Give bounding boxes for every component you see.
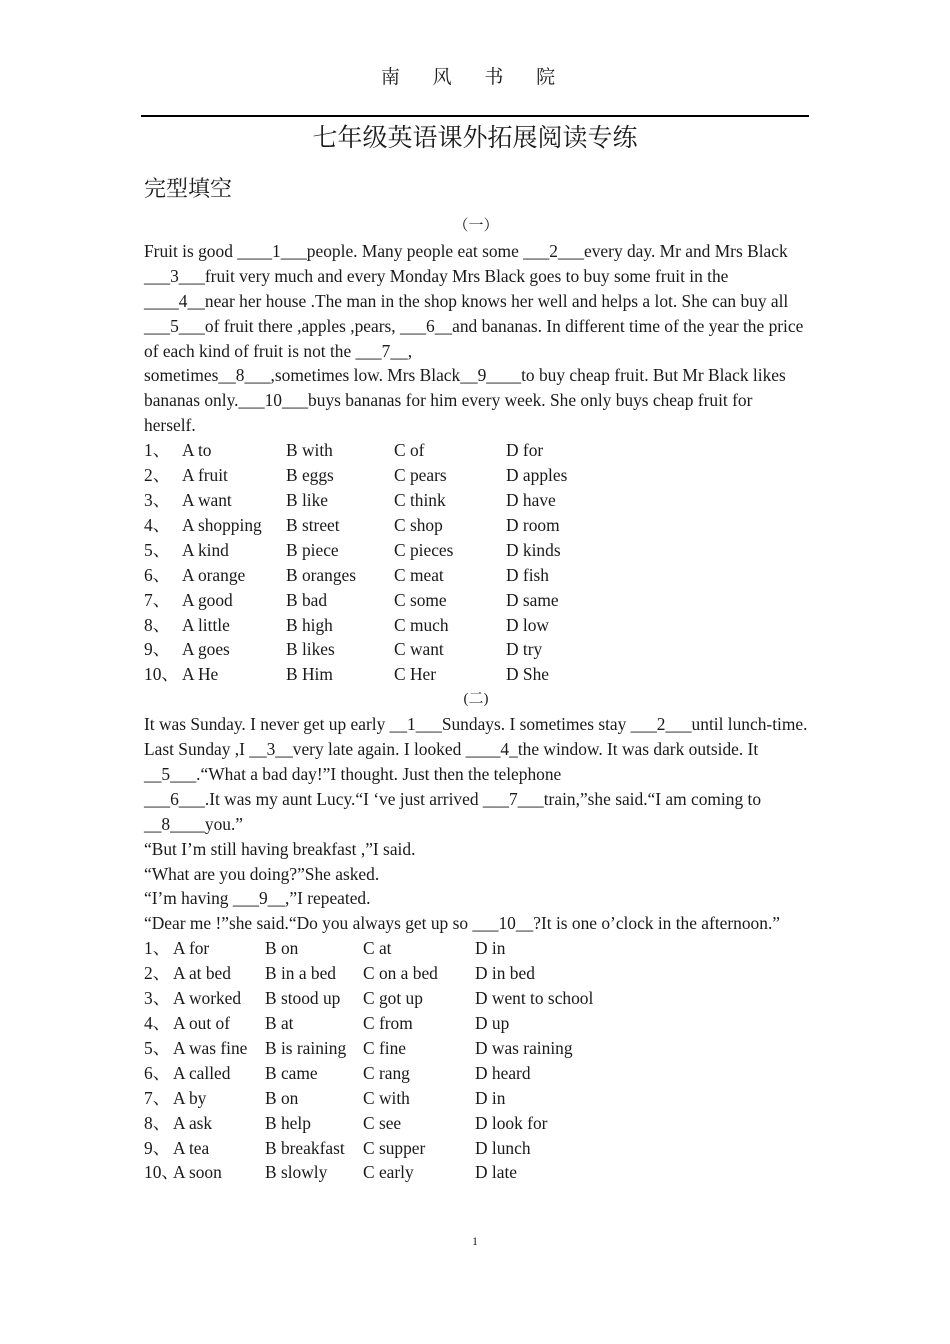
option-row — [144, 513, 808, 538]
option-num: 3、 — [144, 988, 171, 1009]
option-d: D room — [506, 514, 560, 535]
option-num: 9、 — [144, 1137, 171, 1158]
option-d: D up — [475, 1013, 510, 1033]
option-a: A ask — [173, 1112, 213, 1133]
option-a: A at bed — [173, 963, 231, 984]
part1-marker: （一） — [453, 218, 499, 234]
option-c: C with — [363, 1087, 410, 1108]
option-a: A want — [182, 489, 232, 510]
option-b: B Him — [286, 664, 333, 685]
option-num: 9、 — [144, 639, 171, 660]
part1-passage: Fruit is good ____1___people. Many people eat some ___2___every day. Mr and Mrs Black ___3___fruit very much and every Monday Mrs Black goes to buy some fruit in the ____4__near her house .The man in the shop knows her well and helps a lot. She can buy all ___5___of fruit there ,apples ,pears, ___6__and bananas. In different time of the year the price of each kind of fruit is not the ___7__, — [144, 240, 804, 361]
option-c: C supper — [363, 1137, 426, 1158]
option-a: A to — [182, 440, 212, 461]
option-num: 7、 — [144, 589, 171, 610]
option-d: D look for — [475, 1112, 548, 1133]
option-d: D fish — [506, 564, 549, 585]
page-number: 1 — [472, 1234, 478, 1248]
option-a: A shopping — [182, 514, 262, 535]
option-b: B likes — [286, 639, 335, 660]
option-row — [144, 438, 808, 463]
option-c: C pears — [394, 465, 447, 486]
passage-line: ___6___.It was my aunt Lucy.“I ‘ve just arrived ___7___train,”she said.“I am coming to __8____you.” — [144, 788, 762, 834]
option-b: B slowly — [265, 1162, 328, 1183]
part2-options — [144, 936, 808, 1185]
option-a: A by — [173, 1087, 207, 1108]
option-c: C from — [363, 1013, 413, 1033]
option-row — [144, 961, 808, 986]
option-c: C Her — [394, 664, 437, 685]
option-row — [144, 1036, 808, 1061]
option-num: 6、 — [144, 564, 171, 585]
passage-line: “Dear me !”she said.“Do you always get up so ___10__?It is one o’clock in the afternoon.” — [144, 913, 781, 934]
option-c: C some — [394, 589, 447, 610]
page-header: 南 风 书 院 — [380, 67, 570, 88]
option-num: 6、 — [144, 1062, 171, 1083]
option-a: A soon — [173, 1162, 222, 1183]
option-row — [144, 637, 808, 662]
option-d: D same — [506, 589, 559, 610]
option-num: 8、 — [144, 614, 171, 635]
content — [144, 214, 808, 1185]
option-b: B oranges — [286, 564, 357, 585]
option-a: A little — [182, 614, 230, 635]
option-d: D in bed — [475, 963, 535, 984]
option-a: A fruit — [182, 465, 228, 486]
option-row — [144, 488, 808, 513]
option-b: B at — [265, 1013, 294, 1033]
option-d: D heard — [475, 1062, 531, 1083]
option-d: D for — [506, 440, 544, 461]
option-num: 10、 — [144, 1162, 179, 1183]
option-d: D late — [475, 1162, 518, 1183]
option-d: D in — [475, 1087, 506, 1108]
part1-options — [144, 438, 808, 687]
option-c: C got up — [363, 988, 423, 1009]
option-b: B help — [265, 1112, 311, 1133]
option-c: C at — [363, 938, 392, 959]
option-b: B high — [286, 614, 333, 635]
option-num: 8、 — [144, 1112, 171, 1133]
option-b: B bad — [286, 589, 328, 610]
option-c: C early — [363, 1162, 414, 1183]
option-row — [144, 1011, 808, 1036]
option-row — [144, 662, 808, 687]
option-num: 4、 — [144, 1013, 171, 1033]
option-a: A orange — [182, 564, 246, 585]
option-d: D low — [506, 614, 549, 635]
option-a: A for — [173, 938, 210, 959]
option-c: C of — [394, 440, 425, 461]
option-row — [144, 936, 808, 961]
option-num: 4、 — [144, 514, 171, 535]
option-b: B breakfast — [265, 1137, 345, 1158]
option-d: D kinds — [506, 539, 561, 560]
option-b: B piece — [286, 539, 339, 560]
part2-marker: (二) — [463, 691, 489, 708]
option-num: 1、 — [144, 440, 171, 461]
option-c: C on a bed — [363, 963, 438, 984]
option-b: B on — [265, 938, 299, 959]
option-d: D was raining — [475, 1037, 573, 1058]
part1-passage-cont: sometimes__8___,sometimes low. Mrs Black__9____to buy cheap fruit. But Mr Black likes bananas only.___10___buys bananas for him every week. She only buys cheap fruit for herself. — [144, 365, 786, 436]
option-row — [144, 986, 808, 1011]
option-d: D She — [506, 664, 549, 685]
option-num: 5、 — [144, 539, 171, 560]
option-a: A called — [173, 1062, 231, 1083]
option-num: 7、 — [144, 1087, 171, 1108]
option-a: A goes — [182, 639, 230, 660]
section-title: 完型填空 — [144, 176, 233, 201]
option-row — [144, 1136, 808, 1161]
option-c: C think — [394, 489, 446, 510]
option-a: A was fine — [173, 1037, 248, 1058]
option-a: A worked — [173, 988, 242, 1009]
option-row — [144, 1061, 808, 1086]
option-a: A He — [182, 664, 219, 685]
option-row — [144, 463, 808, 488]
option-d: D in — [475, 938, 506, 959]
option-row — [144, 613, 808, 638]
option-b: B like — [286, 489, 329, 510]
option-row — [144, 538, 808, 563]
option-b: B eggs — [286, 465, 334, 486]
option-row — [144, 1160, 808, 1185]
option-num: 2、 — [144, 963, 171, 984]
option-d: D try — [506, 639, 543, 660]
passage-line: “But I’m still having breakfast ,”I said. — [144, 838, 416, 859]
option-d: D have — [506, 489, 556, 510]
option-c: C meat — [394, 564, 444, 585]
option-num: 5、 — [144, 1037, 171, 1058]
option-c: C much — [394, 614, 449, 635]
option-a: A kind — [182, 539, 229, 560]
option-d: D apples — [506, 465, 568, 486]
option-b: B is raining — [265, 1037, 347, 1058]
option-b: B on — [265, 1087, 299, 1108]
option-c: C see — [363, 1112, 402, 1133]
option-row — [144, 563, 808, 588]
option-num: 1、 — [144, 938, 171, 959]
option-b: B street — [286, 514, 340, 535]
option-c: C want — [394, 639, 444, 660]
option-a: A out of — [173, 1013, 231, 1033]
option-b: B came — [265, 1062, 318, 1083]
option-b: B in a bed — [265, 963, 336, 984]
option-c: C rang — [363, 1062, 410, 1083]
option-row — [144, 588, 808, 613]
option-num: 3、 — [144, 489, 171, 510]
option-c: C pieces — [394, 539, 454, 560]
option-d: D lunch — [475, 1137, 531, 1158]
part2-passage — [144, 712, 808, 936]
option-b: B stood up — [265, 988, 341, 1009]
option-row — [144, 1111, 808, 1136]
option-num: 10、 — [144, 664, 179, 685]
header-rule — [141, 115, 809, 117]
option-b: B with — [286, 440, 333, 461]
passage-line: “I’m having ___9__,”I repeated. — [144, 888, 371, 909]
option-a: A good — [182, 589, 233, 610]
option-c: C fine — [363, 1037, 406, 1058]
page-title: 七年级英语课外拓展阅读专练 — [312, 125, 638, 152]
option-row — [144, 1086, 808, 1111]
passage-line: “What are you doing?”She asked. — [144, 863, 380, 884]
option-a: A tea — [173, 1137, 210, 1158]
passage-line: It was Sunday. I never get up early __1___Sundays. I sometimes stay ___2___until lunch-time. Last Sunday ,I __3__very late again. I looked ____4_the window. It was dark outside. It __5___.“What a bad day!”I thought. Just then the telephone — [144, 714, 808, 784]
option-num: 2、 — [144, 465, 171, 486]
option-d: D went to school — [475, 988, 594, 1009]
option-c: C shop — [394, 514, 443, 535]
